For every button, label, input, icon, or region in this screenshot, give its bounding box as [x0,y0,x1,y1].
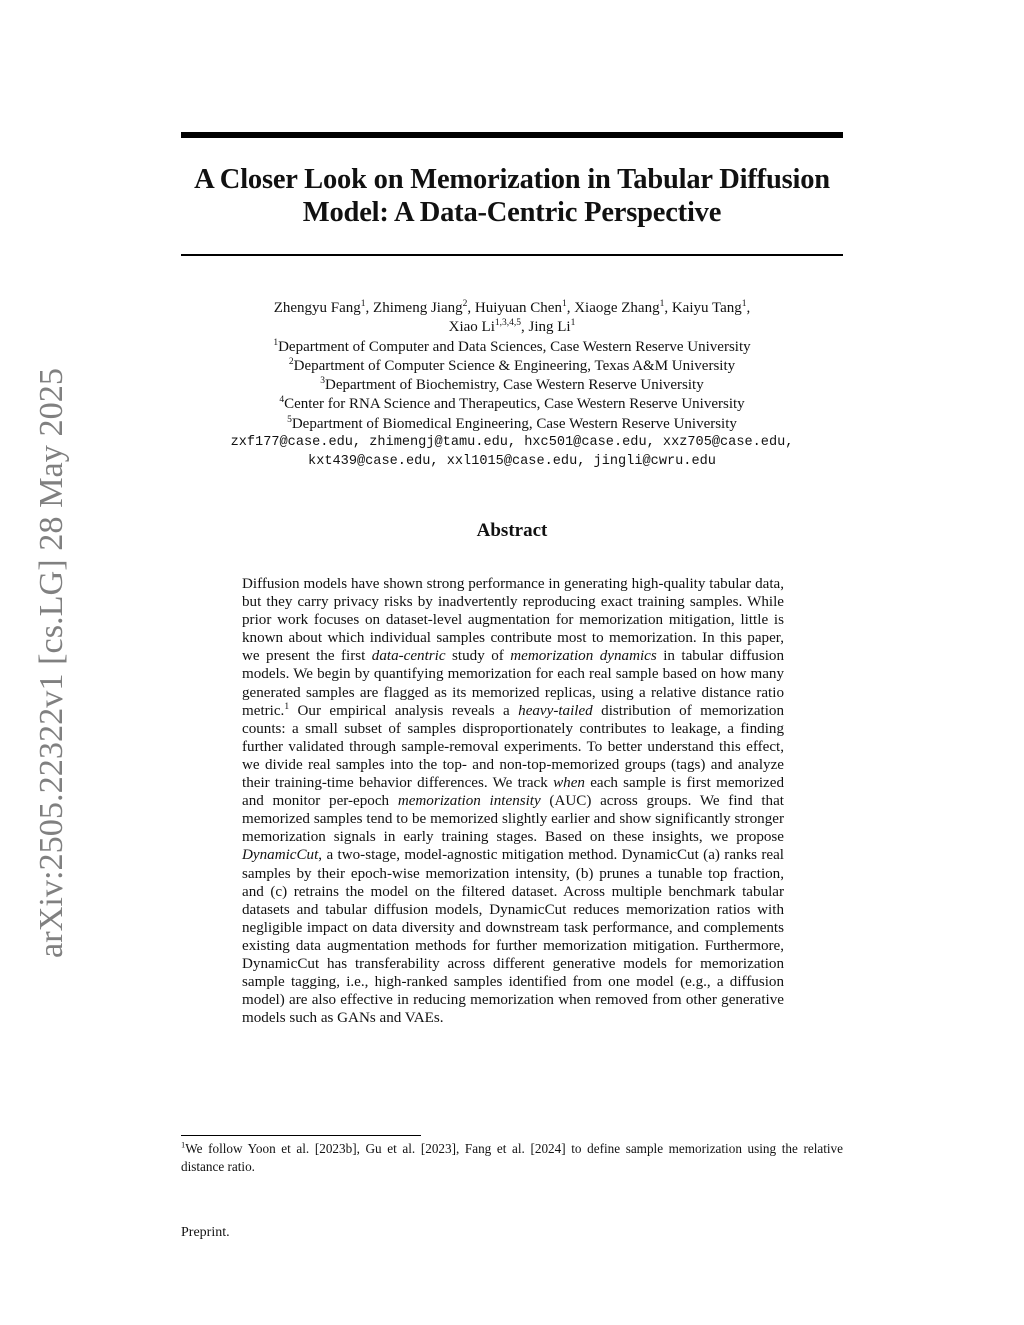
arxiv-identifier: arXiv:2505.22322v1 [cs.LG] 28 May 2025 [33,372,70,958]
preprint-label: Preprint. [181,1225,230,1240]
affiliation-sup: 1 [273,337,279,348]
affiliation [181,338,843,357]
author-affil-sup: 1,3,4,5 [494,318,522,329]
affiliation-sup: 2 [288,356,294,367]
arxiv-sidebar-stamp [18,368,74,958]
abstract-text: Diffusion models have shown strong performance in generating high-quality tabular data, but they carry privacy risks by inadvertently reproducing exact training samples. While prior work focuses on dataset-level augmentation for memorization mitigation, little is known about which individual samples contribute most to memorization. In this paper, we present the first [242,576,784,665]
paper-title [181,163,843,229]
title-top-rule [181,132,843,138]
abstract-emphasis: memorization dynamics [510,648,657,665]
author-affil-sup: 1 [659,299,665,309]
abstract-text: study of [445,648,511,665]
abstract-text: each sample is first memorized and monitor per-epoch [242,775,784,810]
affiliation-text: Center for RNA Science and Therapeutics, Case Western Reserve University [284,396,745,413]
author-affil-sup: 1 [570,318,576,329]
abstract-text: in tabular diffusion models. We begin by quantifying memorization for each real sample based on how many generated samples are flagged as its memorized replicas, using a relative distance ratio metric. [242,648,784,719]
author-name: Xiaoge Zhang [574,300,660,316]
author-affil-sup: 1 [741,299,747,309]
affiliation-text: Department of Biomedical Engineering, Case Western Reserve University [291,415,737,432]
abstract-body [242,575,784,1027]
title-line-2: Model: A Data-Centric Perspective [302,197,722,228]
author-affil-sup: 1 [561,299,567,309]
footnote-rule [181,1135,421,1136]
author-name: Xiao Li [448,319,495,336]
title-line-1: A Closer Look on Memorization in Tabular Diffusion [194,164,830,195]
author-name: Zhengyu Fang [273,300,361,316]
affiliation [181,376,843,395]
affiliation-sup: 3 [320,376,326,387]
author-name: Jing Li [528,319,571,336]
affiliation-sup: 5 [287,414,292,425]
abstract-emphasis: memorization intensity [397,793,541,810]
author-affil-sup: 1 [360,299,366,309]
abstract-text: Our empirical analysis reveals a [289,702,519,719]
footnote [181,1140,843,1175]
abstract-emphasis: DynamicCut [242,847,319,864]
affiliation-text: Department of Biochemistry, Case Western Reserve University [325,377,704,394]
affiliation [181,357,843,376]
affiliation-sup: 4 [279,395,285,406]
footnote-reference[interactable]: 1 [284,701,290,712]
affiliation [181,395,843,414]
abstract-text: distribution of memorization counts: a small subset of samples disproportionately contributes to leakage, a finding further validated through sample-removal experiments. To better understand this effect, we divide real samples into the top- and non-top-memorized groups (tags) and analyze their training-time behavior differences. We track [242,702,784,792]
author-list: Zhengyu Fang$^1$, Zhimeng Jiang$^2$, Huiyuan Chen$^1$, Xiaoge Zhang$^1$, Kaiyu Tang$^1$, Xiao Li$^{1,3,4,5}$, Jing Li$^1$ [273,299,751,336]
affiliation [181,415,843,434]
footnote-text: We follow Yoon et al. [2023b], Gu et al. [2023], Fang et al. [2024] to define sample memorization using the relative distance ratio. [181,1141,843,1174]
title-bottom-rule [181,254,843,256]
author-name: Zhimeng Jiang [373,300,463,316]
author-block [181,299,843,471]
abstract-emphasis: data-centric [371,648,446,665]
affiliation-text: Department of Computer Science & Engineering, Texas A&M University [293,357,736,374]
abstract-heading: Abstract [476,520,548,541]
abstract-text: , a two-stage, model-agnostic mitigation method. DynamicCut (a) ranks real samples by their epoch-wise memorization intensity, (b) prunes a tunable top fraction, and (c) retrains the model on the filtered dataset. Across multiple benchmark tabular datasets and tabular diffusion models, DynamicCut reduces memorization ratios with negligible impact on data diversity and downstream task performance, and complements existing data augmentation methods for further memorization mitigation. Furthermore, DynamicCut has transferability across different generative models for memorization sample tagging, i.e., high-ranked samples identified from one model (e.g., a diffusion model) are also effective in reducing memorization when removed from other generative models such as GANs and VAEs. [242,847,784,1027]
author-name: Kaiyu Tang [671,300,742,316]
abstract-emphasis: heavy-tailed [518,702,593,719]
abstract-text: (AUC) across groups. We find that memorized samples tend to be memorized slightly earlier and show significantly stronger memorization signals in early training stages. Based on these insights, we propose [242,793,784,846]
email-line-2[interactable]: kxt439@case.edu, xxl1015@case.edu, jingli@cwru.edu [308,453,716,469]
email-line-1[interactable]: zxf177@case.edu, zhimengj@tamu.edu, hxc501@case.edu, xxz705@case.edu, [230,435,794,451]
author-name: Huiyuan Chen [474,300,562,316]
author-affil-sup: 2 [462,299,468,309]
footnote-mark: 1 [181,1139,186,1150]
affiliation-text: Department of Computer and Data Sciences, Case Western Reserve University [278,338,751,355]
abstract-emphasis: when [553,775,585,792]
